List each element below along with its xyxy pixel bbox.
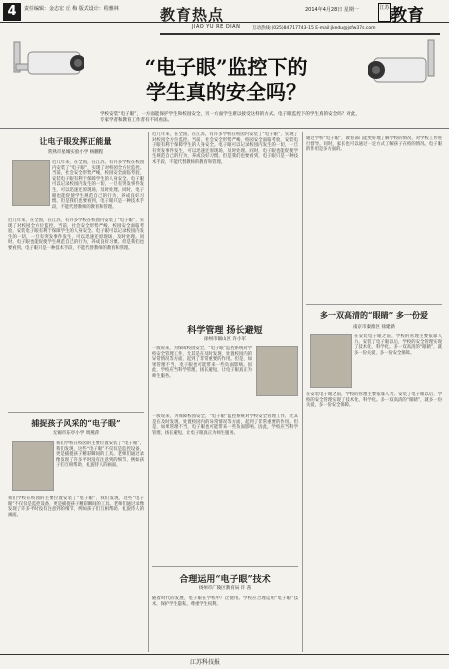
article-1-title: 让电子眼发挥正能量 (39, 136, 112, 146)
article-3-title: 科学管理 扬长避短 (187, 326, 263, 336)
footer-rule (0, 654, 449, 655)
article-3-byline: 徐州市铜山区 许小军 (204, 337, 246, 342)
article-1-byline: 常熟市星城实验小学 杨鹏程 (47, 150, 104, 155)
brand-small: 江苏 (378, 3, 391, 22)
headline-line-1: “电子眼”监控下的 (144, 55, 308, 79)
section-pinyin: JIAO YU RE DIAN (192, 24, 241, 30)
contact-line: 互动热线:(025)84717743-15 E-mail:jkedu@jsfw37s.com (252, 26, 376, 31)
author-photo-3 (256, 346, 298, 396)
article-1-body: 近几年来，在全国，在江苏，有许多学校在校园内安装了“电子眼”，实现了对校园全方位监控。当前，社会安全形势严峻，校园安全面临考验，安装电子眼有利于保障学生的人身安全。电子眼可以记录校园内发生的一切，一旦有突发事件发生，可以迅速还原现场，及时处理。同时，电子眼也能促使学生规范自己的行为，养成良好习惯。但是我们也要看到，电子眼只是一种技术手段，不能代替教师的教育和管理。 (8, 218, 144, 251)
top-rule (0, 22, 449, 23)
article-4-byline: 扬州市广陵区教育局 许 茜 (198, 586, 252, 591)
article-1-body-top: 近几年来，在全国，在江苏，有许多学校在校园内安装了“电子眼”，实现了对校园全方位监控。当前，社会安全形势严峻，校园安全面临考验，安装电子眼有利于保障学生的人身安全。电子眼可以记录校园内发生的一切，一旦有突发事件发生，可以迅速还原现场，及时处理。同时，电子眼也能促使学生规范自己的行为，养成良好习惯。但是我们也要看到，电子眼只是一种技术手段，不能代替教师的教育和管理。 (52, 160, 144, 210)
page-number: 4 (3, 3, 21, 21)
author-photo-1 (12, 160, 50, 206)
section-divider-2 (152, 566, 298, 567)
date-line: 2014年4月28日 星期一 (305, 7, 359, 13)
banner-rule (0, 128, 449, 129)
footer-text: 江苏科技报 (190, 659, 221, 666)
headline-line-2: 学生真的安全吗？ (146, 80, 306, 104)
side-top-text: 通过学校“电子眼”，教育部门能更好地了解学校的情况，对学校工作进行督导。同时，家长也可以通过一定方式了解孩子在校的情况。电子眼的作用是多方面的。 (306, 136, 442, 153)
article-5-title: 多一双高清的“眼睛” 多一份爱 (320, 310, 428, 320)
headline-deck: 学校安装“电子眼”，一方面能保护学生和校园安全，另一方面学生难以接受这样的方式。电子眼监控下的学生真的安全吗？对此，专家学者和教育工作者有不同看法。 (100, 112, 360, 123)
main-headline (76, 55, 376, 105)
editors-line: 责任编辑：金志宏 丘 梅 版式设计：程雅林 (24, 6, 119, 12)
column-divider (8, 412, 144, 413)
article-2-body-top: 我们学校在校园的主要位置安装了“电子眼”，我们发现，这些“电子眼”不仅仅是监控设备，更是捕捉孩子精彩瞬间的工具。老师们通过录像发现了许多平时没有注意到的细节，例如孩子们互相帮助、礼貌待人的画面。 (56, 441, 144, 469)
header-rule (160, 33, 440, 35)
article-5-body: 在安装电子眼之前，学校的管理主要依靠人力。安装了电子眼以后，学校的安全管理实现了技术化、科学化。多一双高清的“眼睛”，就多一份关爱，多一份安全保障。 (306, 392, 442, 409)
security-camera-left-icon (6, 38, 84, 100)
section-title: 教育热点 (160, 6, 225, 24)
brand-logo: 教育 (390, 6, 424, 26)
article-1-continued: 近几年来，在全国，在江苏，有许多学校在校园内安装了“电子眼”，实现了对校园全方位监控。当前，社会安全形势严峻，校园安全面临考验，安装电子眼有利于保障学生的人身安全。电子眼可以记录校园内发生的一切，一旦有突发事件发生，可以迅速还原现场，及时处理。同时，电子眼也能促使学生规范自己的行为，养成良好习惯。但是我们也要看到，电子眼只是一种技术手段，不能代替教师的教育和管理。 (152, 132, 298, 165)
article-2-body: 我们学校在校园的主要位置安装了“电子眼”，我们发现，这些“电子眼”不仅仅是监控设备，更是捕捉孩子精彩瞬间的工具。老师们通过录像发现了许多平时没有注意到的细节，例如孩子们互相帮助、礼貌待人的画面。 (8, 496, 144, 518)
article-4-body: 随着时代的发展，电子眼在学校中广泛使用。学校应合理运用“电子眼”技术，保护学生隐私，尊重学生权利。 (152, 596, 298, 607)
article-3-body-top: 一般说来，为保障校园安全，“电子眼”监控系统对学校安全管理工作，尤其是在及时发现、处置校园内的异常情况等方面，起到了非常重要的作用。但是，如果管理不当，电子眼也可能带来一些负面影响。因此，学校应当科学管理，扬长避短，让电子眼真正为师生服务。 (152, 346, 252, 379)
column-rule-2 (302, 132, 303, 652)
article-3-body: 一般说来，为保障校园安全，“电子眼”监控系统对学校安全管理工作，尤其是在及时发现、处置校园内的异常情况等方面，起到了非常重要的作用。但是，如果管理不当，电子眼也可能带来一些负面影响。因此，学校应当科学管理，扬长避短，让电子眼真正为师生服务。 (152, 414, 298, 436)
column-rule-1 (148, 132, 149, 652)
section-divider-3 (306, 304, 442, 305)
article-2-byline: 无锡市东亭小学 周燕萍 (52, 431, 100, 436)
article-5-byline: 南京市秦淮区 徐建新 (353, 325, 395, 330)
security-camera-right-icon (368, 36, 446, 108)
author-photo-2 (12, 441, 54, 491)
article-2-title: 捕捉孩子风采的“电子眼” (31, 418, 121, 428)
article-5-body-top: 在安装电子眼之前，学校的管理主要依靠人力。安装了电子眼以后，学校的安全管理实现了技术化、科学化。多一双高清的“眼睛”，就多一份关爱，多一份安全保障。 (354, 334, 442, 356)
article-4-title: 合理运用“电子眼”技术 (179, 575, 271, 585)
author-photo-5 (310, 334, 352, 388)
